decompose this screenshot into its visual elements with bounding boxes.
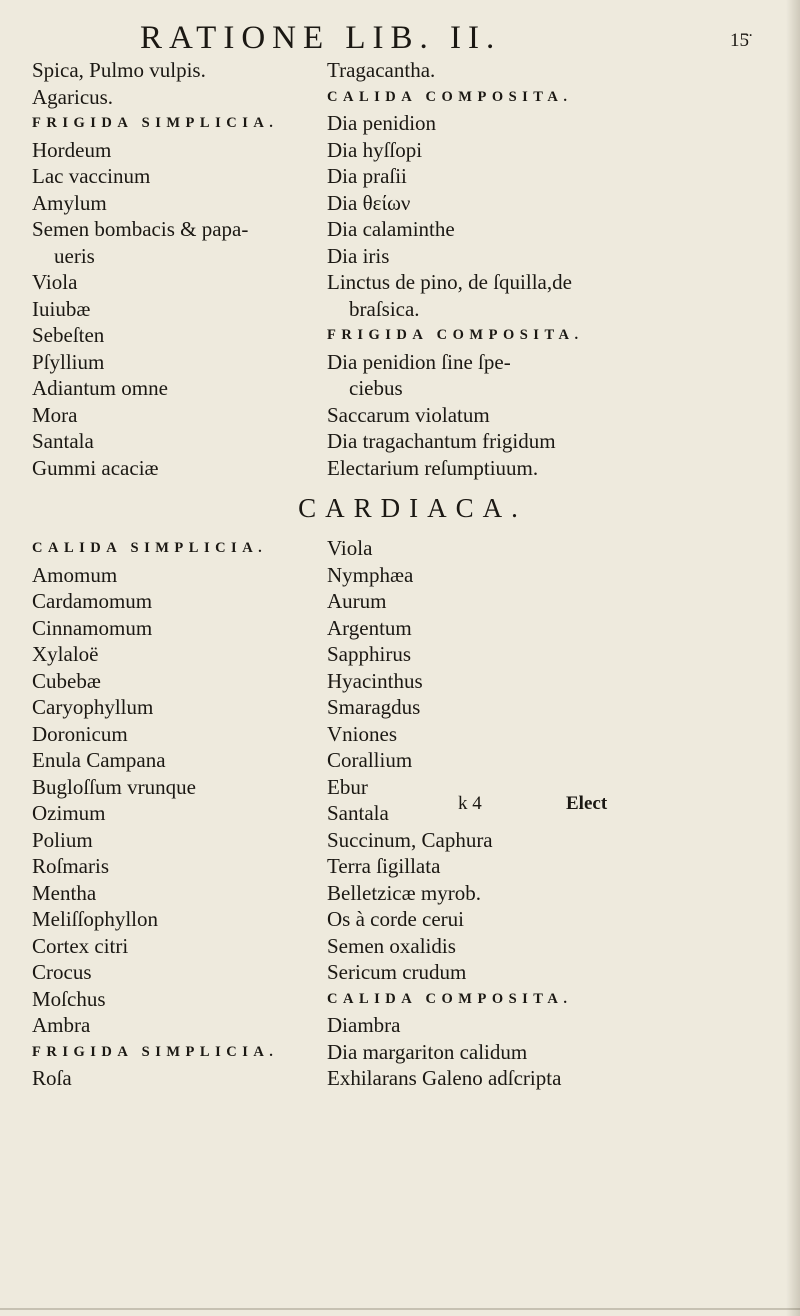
remedy-entry: Gummi acaciæ	[32, 455, 159, 480]
remedy-entry: Saccarum violatum	[327, 402, 490, 427]
remedy-entry: Cubebæ	[32, 668, 101, 693]
remedy-entry: Succinum, Caphura	[327, 827, 493, 852]
remedy-entry: Dia tragachantum frigidum	[327, 429, 556, 453]
remedy-entry: Meliſſophyllon	[32, 907, 158, 931]
remedy-entry: Iuiubæ	[32, 296, 91, 321]
remedy-entry: Enula Campana	[32, 748, 166, 772]
remedy-entry: Dia praſii	[327, 164, 407, 188]
remedy-entry: Santala	[32, 429, 94, 453]
remedy-entry: Polium	[32, 827, 93, 852]
remedy-entry: Hyacinthus	[327, 668, 423, 693]
remedy-entry: Adiantum omne	[32, 376, 168, 400]
left-column-top	[32, 57, 322, 481]
remedy-entry: Amomum	[32, 562, 118, 587]
category-heading: FRIGIDA SIMPLICIA.	[32, 1043, 279, 1060]
remedy-entry: Dia calaminthe	[327, 217, 455, 241]
remedy-entry: Caryophyllum	[32, 695, 154, 719]
remedy-entry: Pſyllium	[32, 349, 105, 374]
category-heading: CALIDA SIMPLICIA.	[32, 540, 268, 556]
remedy-entry: Crocus	[32, 960, 92, 984]
remedy-entry: Sebeſten	[32, 323, 105, 347]
remedy-entry: Electarium reſumptiuum.	[327, 455, 539, 480]
remedy-entry: Diambra	[327, 1013, 401, 1037]
remedy-entry: Ozimum	[32, 801, 106, 825]
category-heading: FRIGIDA SIMPLICIA.	[32, 115, 279, 131]
remedy-entry: Dia hyſſopi	[327, 137, 423, 162]
remedy-entry: Semen bombacis & papa-	[32, 217, 249, 241]
remedy-entry: Hordeum	[32, 137, 112, 162]
signature-mark: k 4	[458, 793, 482, 814]
remedy-entry: Moſchus	[32, 986, 106, 1011]
remedy-entry: Linctus de pino, de ſquilla,de	[327, 270, 572, 294]
remedy-entry: Roſmaris	[32, 854, 109, 878]
page-bottom-edge	[0, 1308, 800, 1310]
remedy-entry: Terra ſigillata	[327, 854, 441, 878]
remedy-entry: Ambra	[32, 1013, 91, 1037]
category-heading: FRIGIDA COMPOSITA.	[327, 327, 584, 343]
right-column-top	[327, 57, 627, 481]
page-number: 15̈	[730, 30, 749, 51]
remedy-entry: Corallium	[327, 748, 413, 772]
left-column-bottom	[32, 535, 322, 1092]
remedy-entry: Smaragdus	[327, 695, 421, 719]
page-header	[0, 18, 800, 58]
remedy-entry: Lac vaccinum	[32, 164, 151, 188]
remedy-entry: Cinnamomum	[32, 615, 153, 640]
remedy-entry: Tragacantha.	[327, 58, 436, 82]
remedy-entry: Os à corde cerui	[327, 907, 465, 931]
remedy-entry: Dia penidion	[327, 111, 437, 135]
remedy-entry: Viola	[32, 270, 78, 294]
catchword: Elect	[566, 793, 608, 814]
remedy-entry: Agaricus.	[32, 84, 114, 109]
remedy-entry: Xylaloë	[32, 642, 99, 666]
remedy-entry: Spica, Pulmo vulpis.	[32, 58, 206, 82]
remedy-entry: Cortex citri	[32, 933, 129, 958]
remedy-entry: Dia penidion ſine ſpe-	[327, 349, 511, 374]
remedy-entry: Sapphirus	[327, 642, 411, 666]
remedy-entry: Doronicum	[32, 721, 128, 746]
remedy-entry: ueris	[54, 243, 95, 268]
remedy-entry: Dia θείων	[327, 190, 411, 215]
page-edge-shadow	[786, 0, 800, 1316]
remedy-entry: Dia margariton calidum	[327, 1039, 528, 1064]
remedy-entry: ciebus	[349, 376, 403, 400]
remedy-entry: Nymphæa	[327, 562, 414, 587]
remedy-entry: Semen oxalidis	[327, 933, 456, 958]
footer-line	[458, 790, 658, 818]
remedy-entry: Aurum	[327, 589, 387, 613]
remedy-entry: Argentum	[327, 615, 412, 640]
category-heading: CALIDA COMPOSITA.	[327, 88, 573, 105]
category-heading: CALIDA COMPOSITA.	[327, 990, 573, 1007]
remedy-entry: Bugloſſum vrunque	[32, 774, 196, 799]
remedy-entry: Cardamomum	[32, 589, 153, 613]
remedy-entry: Viola	[327, 536, 373, 560]
remedy-entry: Mentha	[32, 880, 97, 905]
remedy-entry: Sericum crudum	[327, 960, 467, 984]
remedy-entry: Amylum	[32, 190, 107, 215]
remedy-entry: Exhilarans Galeno adſcripta	[327, 1066, 562, 1090]
remedy-entry: Vniones	[327, 721, 397, 746]
running-title: RATIONE LIB. II.	[140, 20, 502, 56]
remedy-entry: Ebur	[327, 774, 368, 799]
remedy-entry: Belletzicæ myrob.	[327, 880, 481, 905]
remedy-entry: Mora	[32, 402, 78, 427]
section-title: CARDIACA.	[298, 493, 527, 523]
remedy-entry: braſsica.	[349, 296, 420, 321]
remedy-entry: Santala	[327, 801, 389, 825]
remedy-entry: Roſa	[32, 1066, 72, 1090]
remedy-entry: Dia iris	[327, 243, 390, 268]
